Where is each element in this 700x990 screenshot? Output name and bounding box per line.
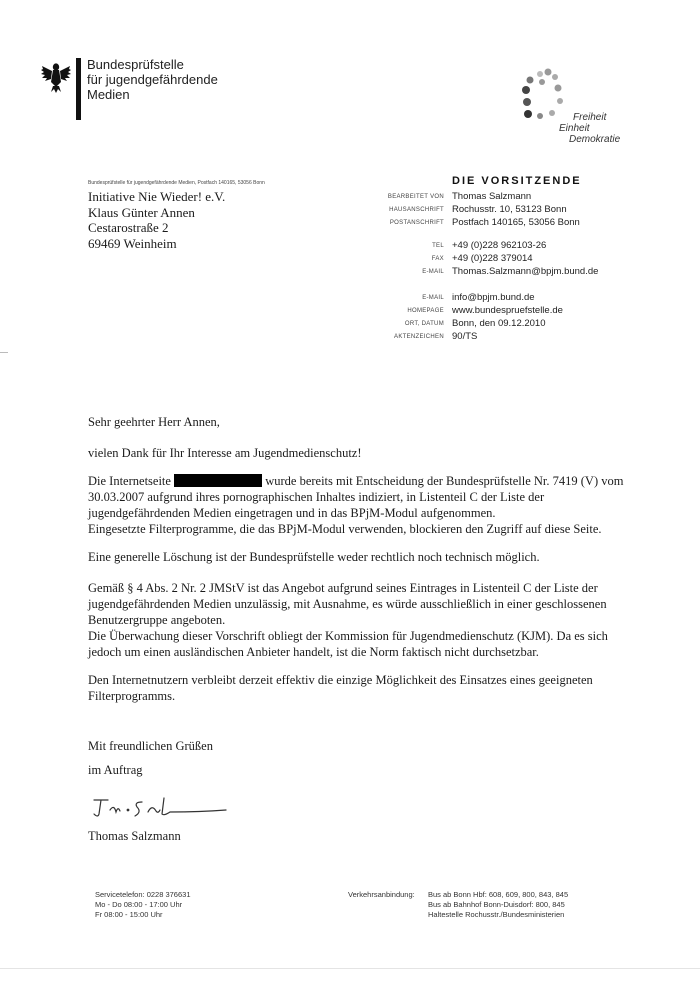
info-row [0, 331, 700, 343]
paragraph-indexing [88, 473, 628, 537]
info-value: Thomas Salzmann [452, 191, 532, 202]
info-label: HOMEPAGE [407, 308, 444, 314]
footer-line: Servicetelefon: 0228 376631 [95, 890, 191, 899]
info-row [0, 253, 700, 265]
footer-line: Mo - Do 08:00 - 17:00 Uhr [95, 900, 183, 909]
info-value: +49 (0)228 962103-26 [452, 240, 547, 251]
org-line: Medien [87, 87, 130, 102]
organization-name [87, 57, 218, 102]
info-heading: DIE VORSITZENDE [452, 175, 582, 187]
closing: Mit freundlichen Grüßen [88, 739, 213, 753]
paragraph-legal [88, 580, 628, 660]
footer-line: Fr 08:00 - 15:00 Uhr [95, 910, 163, 919]
info-label: HAUSANSCHRIFT [389, 207, 444, 213]
on-behalf: im Auftrag [88, 763, 143, 777]
info-value: Thomas.Salzmann@bpjm.bund.de [452, 266, 599, 277]
info-row [0, 191, 700, 203]
sender-line: Bundesprüfstelle für jugendgefährdende Medien, Postfach 140165, 53056 Bonn [88, 180, 265, 186]
slogan-line: Einheit [559, 123, 590, 134]
slogan [555, 112, 620, 145]
address-line: 69469 Weinheim [88, 235, 177, 251]
paragraph-text: Die Überwachung dieser Vorschrift obliegt der Kommission für Jugendmedienschutz (KJM). Da es sich jedoch um einen ausländischen Anbieter handelt, ist die Norm faktisch nicht durchsetzbar. [88, 629, 608, 659]
logo-bar [76, 58, 81, 120]
info-value: +49 (0)228 379014 [452, 253, 533, 264]
info-label: E-MAIL [422, 269, 444, 275]
footer-transport [428, 890, 568, 920]
info-label: ORT, DATUM [404, 321, 444, 327]
info-label: AKTENZEICHEN [394, 334, 444, 340]
paragraph-thanks: vielen Dank für Ihr Interesse am Jugendmedienschutz! [88, 446, 362, 460]
footer-line: Bus ab Bonn Hbf: 608, 609, 800, 843, 845 [428, 890, 569, 899]
info-label: POSTANSCHRIFT [389, 220, 444, 226]
paragraph-text: Die Internetseite [88, 474, 171, 488]
info-value: Rochusstr. 10, 53123 Bonn [452, 204, 567, 215]
info-value: Postfach 140165, 53056 Bonn [452, 217, 580, 228]
info-value: info@bpjm.bund.de [452, 292, 535, 303]
salutation: Sehr geehrter Herr Annen, [88, 415, 220, 429]
info-row [0, 204, 700, 216]
info-row [0, 266, 700, 278]
info-value: www.bundespruefstelle.de [452, 305, 563, 316]
paragraph-text: wurde bereits mit Entscheidung der Bundesprüfstelle Nr. 7419 (V) vom 30.03.2007 aufgrund ihres pornographischen Inhaltes indiziert, in Listenteil C der Liste der jugendgefährdenden Medien eingetragen und in das BPjM-Modul aufgenommen. [88, 474, 624, 520]
footer-transport-label: Verkehrsanbindung: [348, 890, 415, 899]
slogan-line: Freiheit [573, 112, 607, 123]
info-label: FAX [431, 256, 444, 262]
info-row [0, 305, 700, 317]
info-row [0, 217, 700, 229]
info-label: TEL [432, 243, 444, 249]
paragraph-filter: Den Internetnutzern verbleibt derzeit effektiv die einzige Möglichkeit des Einsatzes eines geeigneten Filterprogramms. [88, 673, 593, 703]
signer-name: Thomas Salzmann [88, 829, 181, 843]
paragraph-text: Gemäß § 4 Abs. 2 Nr. 2 JMStV ist das Angebot aufgrund seines Eintrages in Listenteil C der Liste der jugendgefährdenden Medien unzulässig, mit Ausnahme, es würde ausschließlich in einer geschlossenen Benutzergruppe angeboten. [88, 581, 607, 627]
footer-line: Haltestelle Rochusstr./Bundesministerien [428, 910, 565, 919]
org-line: Bundesprüfstelle [87, 57, 184, 72]
info-label: BEARBEITET VON [387, 194, 444, 200]
federal-eagle-icon [40, 60, 72, 94]
org-line: für jugendgefährdende [87, 72, 218, 87]
address-line: Initiative Nie Wieder! e.V. [88, 189, 226, 204]
info-row [0, 318, 700, 330]
paragraph-text: Eingesetzte Filterprogramme, die das BPjM-Modul verwenden, blockieren den Zugriff auf diese Seite. [88, 522, 602, 536]
info-value: 90/TS [452, 331, 478, 342]
redacted-url [174, 474, 262, 487]
address-line: Cestarostraße 2 [88, 220, 169, 235]
fold-mark [0, 352, 8, 353]
footer-service [95, 890, 191, 920]
paragraph-deletion: Eine generelle Löschung ist der Bundesprüfstelle weder rechtlich noch technisch möglich. [88, 550, 540, 564]
footer-line: Bus ab Bahnhof Bonn-Duisdorf: 800, 845 [428, 900, 565, 909]
info-row [0, 292, 700, 304]
slogan-line: Demokratie [569, 134, 621, 145]
info-value: Bonn, den 09.12.2010 [452, 318, 546, 329]
page-edge [0, 968, 700, 969]
info-row [0, 240, 700, 252]
address-line: Klaus Günter Annen [88, 204, 195, 220]
handwritten-signature [90, 792, 230, 822]
info-label: E-MAIL [422, 295, 444, 301]
